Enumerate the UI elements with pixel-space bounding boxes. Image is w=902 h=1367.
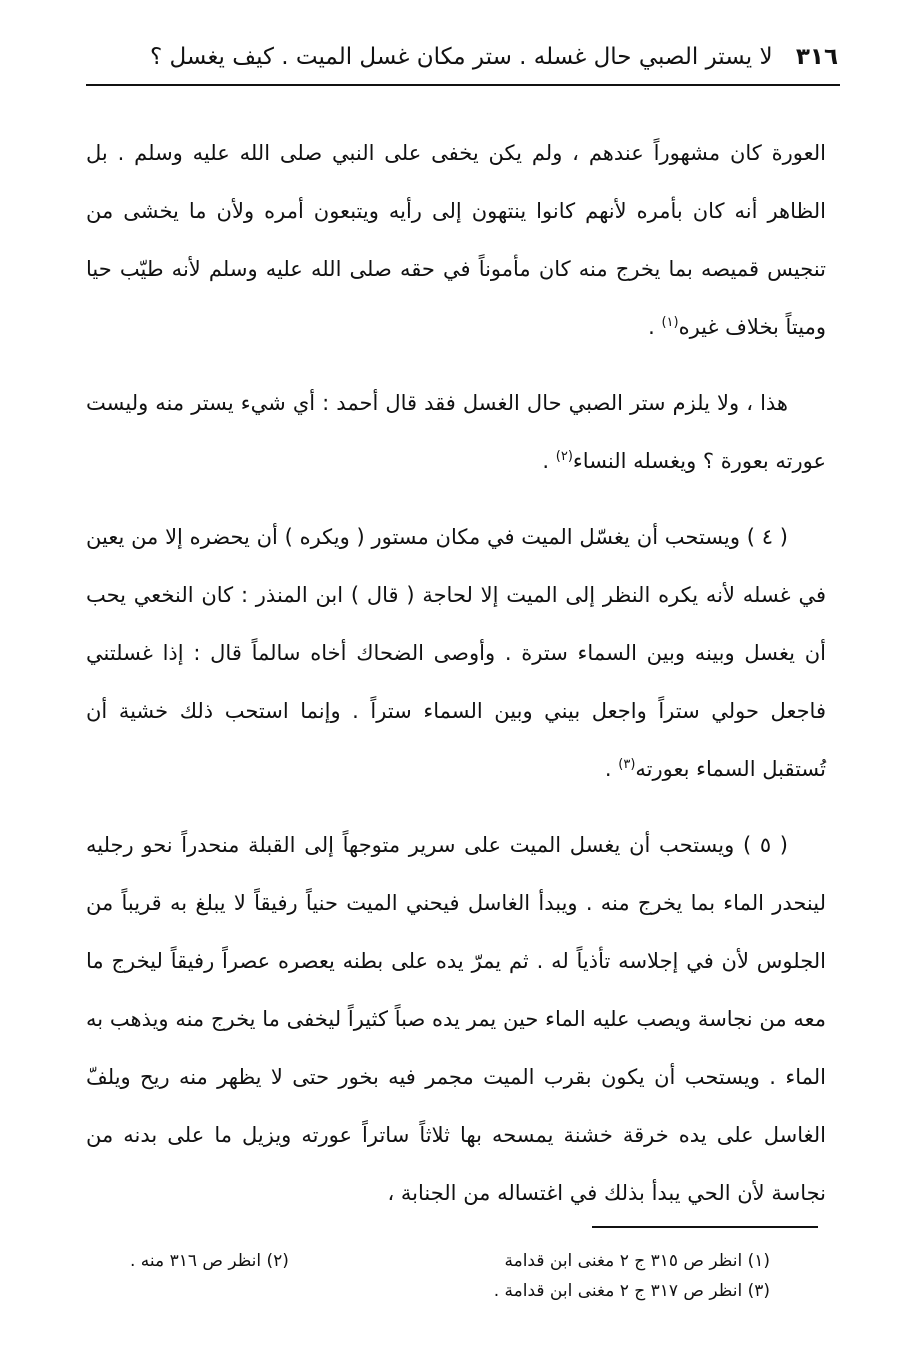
footnote-2: (٢) انظر ص ٣١٦ منه .: [130, 1251, 289, 1271]
footnote-row-2: [130, 1276, 770, 1306]
paragraph-4: [86, 816, 826, 1222]
footnote-ref-1: (١): [661, 315, 679, 330]
running-title: لا يستر الصبي حال غسله . ستر مكان غسل الميت . كيف يغسل ؟: [150, 44, 773, 70]
footnote-ref-3: (٣): [618, 757, 636, 772]
paragraph-2: [86, 374, 826, 490]
body-text: [86, 124, 826, 1240]
page-number: ٣١٦: [795, 44, 838, 70]
paragraph-3: [86, 508, 826, 798]
footnote-divider: [592, 1226, 818, 1228]
paragraph-2-end: .: [542, 449, 556, 473]
paragraph-1-text: العورة كان مشهوراً عندهم ، ولم يكن يخفى على النبي صلى الله عليه وسلم . بل الظاهر أنه كان بأمره لأنهم كانوا ينتهون إلى رأيه ويتبعون أمره ولأن ما يخشى من تنجيس قميصه بما يخرج منه كان مأموناً في حقه صلى الله عليه وسلم لأنه طيّب حيا وميتاً بخلاف غيره: [86, 141, 826, 339]
paragraph-4-text: ( ٥ ) ويستحب أن يغسل الميت على سرير متوجهاً إلى القبلة منحدراً نحو رجليه لينحدر الماء بما يخرج منه . ويبدأ الغاسل فيحني الميت حنياً رفيقاً لا يبلغ به قريباً من الجلوس لأن في إجلاسه تأذياً له . ثم يمرّ يده على بطنه يعصره عصراً رفيقاً ليخرج ما معه من نجاسة ويصب عليه الماء حين يمر يده صباً كثيراً ليخفى ما يخرج منه ويذهب به الماء . ويستحب أن يكون بقرب الميت مجمر فيه بخور حتى لا يظهر منه ريح ويلفّ الغاسل على يده خرقة خشنة يمسحه بها ثلاثاً ساتراً عورته ويزيل ما على بدنه من نجاسة لأن الحي يبدأ بذلك في اغتساله من الجنابة ،: [86, 833, 826, 1205]
paragraph-3-end: .: [604, 757, 619, 781]
paragraph-2-text: هذا ، ولا يلزم ستر الصبي حال الغسل فقد قال أحمد : أي شيء يستر منه وليست عورته بعورة ؟ ويغسله النساء: [86, 391, 826, 473]
paragraph-1: [86, 124, 826, 356]
paragraph-3-text: ( ٤ ) ويستحب أن يغسّل الميت في مكان مستور ( ويكره ) أن يحضره إلا من يعين في غسله لأنه يكره النظر إلى الميت إلا لحاجة ( قال ) ابن المنذر : كان النخعي يحب أن يغسل وبينه وبين السماء سترة . وأوصى الضحاك أخاه سالماً قال : إذا غسلتني فاجعل حولي ستراً واجعل بيني وبين السماء ستراً . وإنما استحب ذلك خشية أن تُستقبل السماء بعورته: [86, 525, 826, 781]
paragraph-1-end: .: [648, 315, 662, 339]
footnotes: [130, 1246, 770, 1306]
footnote-1: (١) انظر ص ٣١٥ ج ٢ مغنى ابن قدامة: [504, 1251, 770, 1271]
running-header: [88, 36, 838, 78]
header-divider: [86, 84, 840, 86]
footnote-row-1: [130, 1246, 770, 1276]
footnote-3: (٣) انظر ص ٣١٧ ج ٢ مغنى ابن قدامة .: [493, 1281, 770, 1301]
footnote-ref-2: (٢): [555, 449, 573, 464]
